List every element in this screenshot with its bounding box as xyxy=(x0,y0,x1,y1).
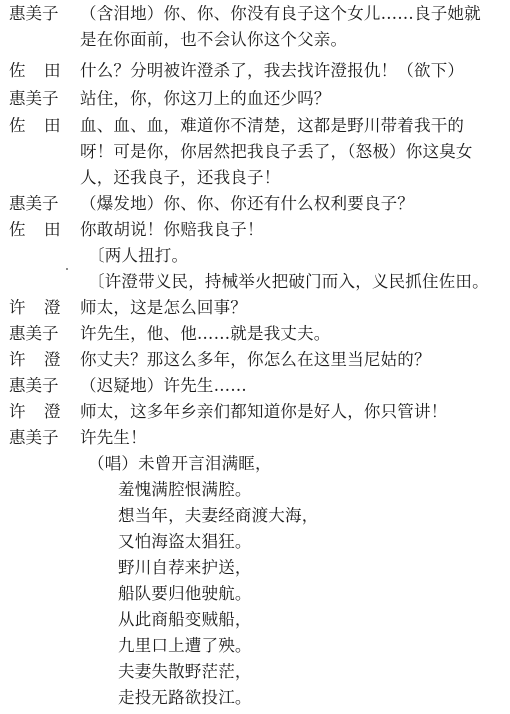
print-speck xyxy=(66,268,68,270)
dialogue-text: 血、血、血，难道你不清楚，这都是野川带着我干的 xyxy=(80,116,465,135)
dialogue-text: 站住，你，你这刀上的血还少吗？ xyxy=(80,89,331,108)
lyric-line xyxy=(0,607,510,633)
lyric-text: 船队要归他驶航。 xyxy=(118,584,252,603)
speaker-name xyxy=(9,347,75,373)
dialogue-line xyxy=(0,113,510,139)
speaker-char: 田 xyxy=(44,220,61,239)
sung-line xyxy=(0,451,510,477)
dialogue-line xyxy=(0,1,510,27)
dialogue-line xyxy=(0,425,510,451)
speaker-char: 佐 xyxy=(9,116,26,135)
speaker-char: 许 xyxy=(9,402,26,421)
stage-direction xyxy=(0,243,510,269)
lyric-line xyxy=(0,503,510,529)
dialogue-text: 呀！可是你，你居然把我良子丢了，（怒极）你这臭女 xyxy=(80,142,473,161)
dialogue-line xyxy=(0,347,510,373)
lyric-line xyxy=(0,685,510,711)
lyric-text: 又怕海盗太猖狂。 xyxy=(118,532,252,551)
dialogue-line xyxy=(0,373,510,399)
speaker-char: 澄 xyxy=(44,402,61,421)
dialogue-text: 什么？分明被许澄杀了，我去找许澄报仇！（欲下） xyxy=(80,61,465,80)
dialogue-text: 师太，这多年乡亲们都知道你是好人，你只管讲！ xyxy=(80,402,448,421)
stage-direction-text: 〔许澄带义民，持械举火把破门而入，义民抓住佐田。 xyxy=(88,272,489,291)
dialogue-line xyxy=(0,165,510,191)
dialogue-text: （迟疑地）许先生…… xyxy=(80,376,247,395)
dialogue-line xyxy=(0,321,510,347)
dialogue-text: 许先生！ xyxy=(80,428,147,447)
dialogue-line xyxy=(0,86,510,112)
dialogue-line xyxy=(0,217,510,243)
lyric-line xyxy=(0,633,510,659)
speaker-name: 惠美子 xyxy=(9,194,59,213)
dialogue-line xyxy=(0,295,510,321)
lyric-line xyxy=(0,529,510,555)
speaker-name: 惠美子 xyxy=(9,428,59,447)
speaker-name: 惠美子 xyxy=(9,376,59,395)
speaker-name xyxy=(9,217,75,243)
dialogue-text: 你敢胡说！你赔我良子！ xyxy=(80,220,264,239)
dialogue-line xyxy=(0,27,510,53)
speaker-char: 许 xyxy=(9,298,26,317)
dialogue-line xyxy=(0,139,510,165)
dialogue-line xyxy=(0,191,510,217)
speaker-name xyxy=(9,113,75,139)
lyric-line xyxy=(0,477,510,503)
lyric-text: 羞愧满腔恨满腔。 xyxy=(118,480,252,499)
dialogue-text: （含泪地）你、你、你没有良子这个女儿……良子她就 xyxy=(80,4,481,23)
lyric-text: 想当年，夫妻经商渡大海， xyxy=(118,506,319,525)
lyric-text: 从此商船变贼船， xyxy=(118,610,252,629)
speaker-name: 惠美子 xyxy=(9,89,59,108)
dialogue-text: 是在你面前，也不会认你这个父亲。 xyxy=(80,30,348,49)
speaker-name xyxy=(9,399,75,425)
speaker-char: 田 xyxy=(44,61,61,80)
speaker-name xyxy=(9,58,75,84)
stage-direction xyxy=(0,269,510,295)
lyric-text: 夫妻失散野茫茫， xyxy=(118,662,252,681)
dialogue-line xyxy=(0,58,510,84)
dialogue-text: 许先生，他、他……就是我丈夫。 xyxy=(80,324,331,343)
dialogue-text: 你丈夫？那这么多年，你怎么在这里当尼姑的？ xyxy=(80,350,431,369)
speaker-name xyxy=(9,295,75,321)
sung-text: （唱）未曾开言泪满眶， xyxy=(88,454,272,473)
speaker-name: 惠美子 xyxy=(9,4,59,23)
speaker-char: 佐 xyxy=(9,61,26,80)
dialogue-line xyxy=(0,399,510,425)
speaker-char: 田 xyxy=(44,116,61,135)
lyric-text: 九里口上遭了殃。 xyxy=(118,636,252,655)
dialogue-text: 人，还我良子，还我良子！ xyxy=(80,168,281,187)
dialogue-text: 师太，这是怎么回事？ xyxy=(80,298,247,317)
speaker-char: 许 xyxy=(9,350,26,369)
lyric-line xyxy=(0,555,510,581)
lyric-text: 野川自荐来护送， xyxy=(118,558,252,577)
lyric-text: 走投无路欲投江。 xyxy=(118,688,252,707)
speaker-name: 惠美子 xyxy=(9,324,59,343)
lyric-line xyxy=(0,581,510,607)
speaker-char: 佐 xyxy=(9,220,26,239)
speaker-char: 澄 xyxy=(44,350,61,369)
lyric-line xyxy=(0,659,510,685)
dialogue-text: （爆发地）你、你、你还有什么权利要良子？ xyxy=(80,194,414,213)
stage-direction-text: 〔两人扭打。 xyxy=(88,246,189,265)
speaker-char: 澄 xyxy=(44,298,61,317)
